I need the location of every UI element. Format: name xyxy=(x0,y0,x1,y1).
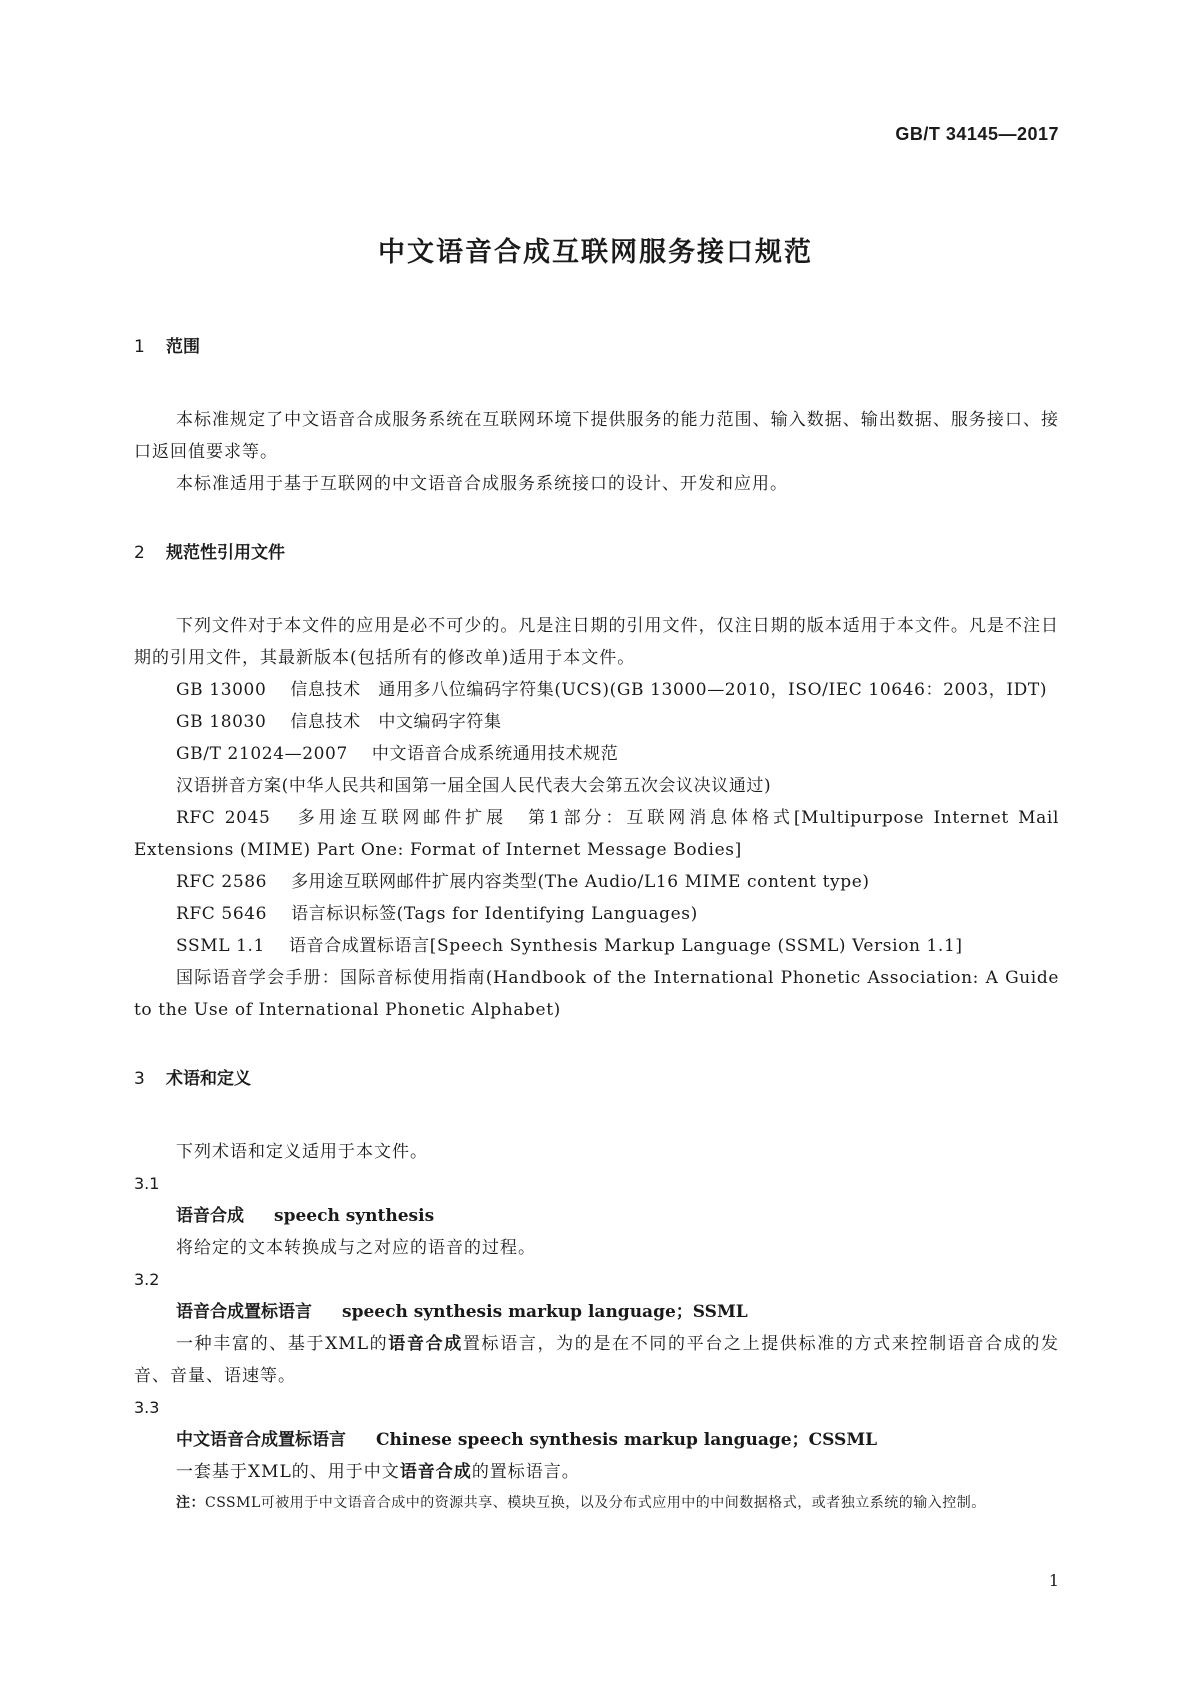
reference-item xyxy=(134,674,1059,706)
term-entry xyxy=(134,1424,1059,1456)
term-number: 3.2 xyxy=(134,1270,160,1289)
reference-text: 中文语音合成系统通用技术规范 xyxy=(371,744,619,764)
section-number: 3 xyxy=(134,1069,145,1089)
term-definition: 将给定的文本转换成与之对应的语音的过程。 xyxy=(176,1238,536,1258)
paragraph: 下列文件对于本文件的应用是必不可少的。凡是注日期的引用文件，仅注日期的版本适用于本文件。凡是不注日期的引用文件，其最新版本(包括所有的修改单)适用于本文件。 xyxy=(134,616,1059,668)
paragraph: 本标准适用于基于互联网的中文语音合成服务系统接口的设计、开发和应用。 xyxy=(176,474,788,494)
reference-item xyxy=(134,898,1059,930)
term-note xyxy=(134,1490,1059,1516)
definition-text: 的置标语言。 xyxy=(471,1462,580,1482)
section-title: 术语和定义 xyxy=(166,1069,251,1089)
term-entry xyxy=(134,1200,1059,1232)
reference-text: 信息技术 中文编码字符集 xyxy=(290,712,502,732)
section-heading-3 xyxy=(134,1066,1059,1092)
reference-item xyxy=(134,866,1059,898)
reference-text: 国际语音学会手册：国际音标使用指南(Handbook of the International Phonetic Association: A Guide to the Use of International Phonetic Alphabet) xyxy=(134,968,1059,1020)
term-en: Chinese speech synthesis markup language；CSSML xyxy=(376,1430,878,1450)
reference-item xyxy=(134,802,1059,866)
reference-item xyxy=(134,770,1059,802)
section-number: 1 xyxy=(134,337,145,357)
reference-item xyxy=(134,962,1059,1026)
reference-text: 汉语拼音方案(中华人民共和国第一届全国人民代表大会第五次会议决议通过) xyxy=(176,776,772,796)
term-number: 3.3 xyxy=(134,1398,160,1417)
definition-term-ref: 语音合成 xyxy=(388,1334,463,1354)
paragraph: 下列术语和定义适用于本文件。 xyxy=(176,1142,428,1162)
reference-item xyxy=(134,930,1059,962)
reference-text: 多用途互联网邮件扩展 第1部分：互联网消息体格式[Multipurpose Internet Mail Extensions (MIME) Part One: Format of Internet Message Bodies] xyxy=(134,808,1059,860)
reference-item xyxy=(134,706,1059,738)
reference-code: GB 13000 xyxy=(176,680,267,700)
section-title: 规范性引用文件 xyxy=(166,543,285,563)
term-en: speech synthesis markup language；SSML xyxy=(342,1302,748,1322)
document-title: 中文语音合成互联网服务接口规范 xyxy=(378,237,813,268)
term-zh: 中文语音合成置标语言 xyxy=(176,1430,346,1450)
reference-text: 语言标识标签(Tags for Identifying Languages) xyxy=(291,904,698,924)
reference-code: RFC 2045 xyxy=(176,808,271,828)
section-number: 2 xyxy=(134,543,145,563)
reference-code: GB/T 21024—2007 xyxy=(176,744,348,764)
reference-code: RFC 2586 xyxy=(176,872,268,892)
reference-code: GB 18030 xyxy=(176,712,267,732)
reference-code: SSML 1.1 xyxy=(176,936,265,956)
term-entry xyxy=(134,1296,1059,1328)
term-definition xyxy=(134,1456,1059,1488)
section-heading-2 xyxy=(134,540,1059,566)
definition-text: 一种丰富的、基于XML的 xyxy=(176,1334,389,1354)
section-heading-1 xyxy=(134,334,1059,360)
reference-text: 信息技术 通用多八位编码字符集(UCS)(GB 13000—2010，ISO/IEC 10646：2003，IDT) xyxy=(290,680,1048,700)
term-zh: 语音合成置标语言 xyxy=(176,1302,312,1322)
definition-term-ref: 语音合成 xyxy=(399,1462,472,1482)
reference-text: 多用途互联网邮件扩展内容类型(The Audio/L16 MIME content type) xyxy=(291,872,870,892)
term-definition xyxy=(134,1328,1059,1392)
paragraph: 本标准规定了中文语音合成服务系统在互联网环境下提供服务的能力范围、输入数据、输出数据、服务接口、接口返回值要求等。 xyxy=(134,410,1059,462)
reference-text: 语音合成置标语言[Speech Synthesis Markup Language (SSML) Version 1.1] xyxy=(288,936,963,956)
note-text: CSSML可被用于中文语音合成中的资源共享、模块互换，以及分布式应用中的中间数据格式，或者独立系统的输入控制。 xyxy=(205,1495,986,1511)
document-body xyxy=(134,334,1059,1516)
term-number: 3.1 xyxy=(134,1174,160,1193)
page-number: 1 xyxy=(1048,1571,1059,1590)
reference-item xyxy=(134,738,1059,770)
section-title: 范围 xyxy=(166,337,200,357)
note-label: 注： xyxy=(176,1495,205,1511)
reference-code: RFC 5646 xyxy=(176,904,268,924)
definition-text: 置标语言，为的是在不同的平台之上提供标准的方式来控制语音合成的发音、音量、语速等。 xyxy=(134,1334,1060,1386)
standard-number: GB/T 34145—2017 xyxy=(895,124,1059,144)
definition-text: 一套基于XML的、用于中文 xyxy=(176,1462,400,1482)
term-en: speech synthesis xyxy=(274,1206,435,1226)
term-zh: 语音合成 xyxy=(176,1206,244,1226)
